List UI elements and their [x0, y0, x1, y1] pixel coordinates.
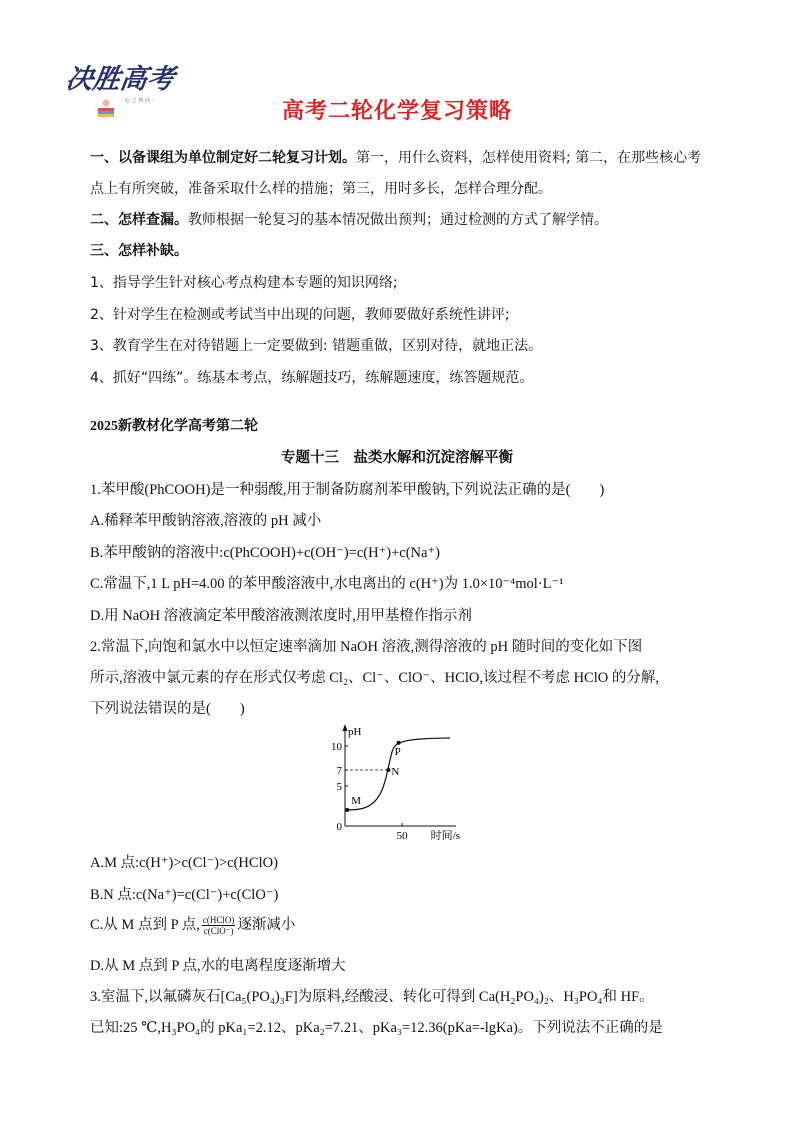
- point-n: [386, 768, 390, 772]
- plan-heading-1: 一、以备课组为单位制定好二轮复习计划。: [90, 150, 356, 166]
- q3-stem-line-1: 3.室温下,以氟磷灰石[Ca₅(PO₄)₃F]为原料,经酸浸、转化可得到 Ca(H₂PO₄)₂、H₃PO₄和 HF。: [90, 989, 654, 1005]
- section-title: 2025新教材化学高考第二轮: [90, 419, 258, 434]
- plan-paragraph-2: [90, 209, 608, 229]
- plan-item-1: 1、指导学生针对核心考点构建本专题的知识网络;: [90, 275, 398, 291]
- y-tick-label: 10: [331, 741, 342, 753]
- plan-text-1: 第一，用什么资料，怎样使用资料; 第二，在那些核心考: [356, 150, 702, 166]
- y-tick-label: 0: [336, 821, 342, 833]
- plan-text-2: 教师根据一轮复习的基本情况做出预判；通过检测的方式了解学情。: [188, 212, 608, 228]
- q3-stem-line-2: 已知:25 ℃,H₃PO₄的 pKa₁=2.12、pKa₂=7.21、pKa₃=12.36(pKa=-lgKa)。下列说法不正确的是: [90, 1020, 663, 1036]
- point-m: [345, 808, 349, 812]
- q2-option-b: B.N 点:c(Na⁺)=c(Cl⁻)+c(ClO⁻): [90, 887, 279, 903]
- q2-option-d: D.从 M 点到 P 点,水的电离程度逐渐增大: [90, 958, 346, 974]
- plan-heading-2: 二、怎样查漏。: [90, 212, 188, 228]
- q1-option-c: C.常温下,1 L pH=4.00 的苯甲酸溶液中,水电离出的 c(H⁺)为 1.0×10⁻⁴mol·L⁻¹: [90, 576, 564, 592]
- q2-stem-line-3: 下列说法错误的是( ): [90, 701, 245, 717]
- y-tick-label: 7: [336, 765, 342, 777]
- y-axis-arrow: [343, 724, 348, 731]
- q1-stem: 1.苯甲酸(PhCOOH)是一种弱酸,用于制备防腐剂苯甲酸钠,下列说法正确的是( ): [90, 482, 605, 498]
- q2-option-c-fraction: [202, 915, 236, 936]
- point-label-m: M: [351, 795, 362, 807]
- plan-paragraph-1-cont: 点上有所突破，准备采取什么样的措施；第三，用时多长，怎样合理分配。: [90, 181, 552, 197]
- q2-option-a: A.M 点:c(H⁺)>c(Cl⁻)>c(HClO): [90, 855, 278, 871]
- plan-item-3: 3、教育学生在对待错题上一定要做到: 错题重做，区别对待，就地正法。: [90, 338, 543, 354]
- point-label-p: P: [394, 745, 401, 758]
- fraction-denominator: c(ClO⁻): [203, 926, 234, 937]
- document-title: 高考二轮化学复习策略: [281, 99, 512, 124]
- y-axis-label: pH: [348, 726, 362, 738]
- q2-option-c: [90, 913, 295, 936]
- plan-item-4: 4、抓好“四练”。练基本考点，练解题技巧，练解题速度，练答题规范。: [90, 370, 534, 386]
- x-tick-label: 50: [396, 830, 408, 840]
- q2-option-c-suffix: 逐渐减小: [237, 917, 296, 933]
- q2-stem-line-1: 2.常温下,向饱和氯水中以恒定速率滴加 NaOH 溶液,测得溶液的 pH 随时间的变化如下图: [90, 639, 643, 655]
- plan-heading-3: 三、怎样补缺。: [90, 243, 188, 259]
- point-p: [397, 741, 401, 745]
- q1-option-a: A.稀释苯甲酸钠溶液,溶液的 pH 减小: [90, 513, 322, 529]
- ph-time-chart: [320, 722, 460, 840]
- q1-option-b: B.苯甲酸钠的溶液中:c(PhCOOH)+c(OH⁻)=c(H⁺)+c(Na⁺): [90, 545, 440, 561]
- point-label-n: N: [391, 766, 400, 778]
- q1-option-d: D.用 NaOH 溶液滴定苯甲酸溶液测浓度时,用甲基橙作指示剂: [90, 608, 472, 624]
- q2-option-c-prefix: C.从 M 点到 P 点,: [90, 917, 200, 933]
- y-tick-label: 5: [336, 781, 342, 793]
- fraction-numerator: c(HClO): [202, 915, 235, 926]
- q2-stem-line-2: 所示,溶液中氯元素的存在形式仅考虑 Cl₂、Cl⁻、ClO⁻、HClO,该过程不考虑 HClO 的分解,: [90, 670, 659, 686]
- plan-item-2: 2、针对学生在检测或考试当中出现的问题，教师要做好系统性讲评;: [90, 307, 510, 323]
- logo-text: 决胜高考: [68, 64, 177, 95]
- topic-title: 专题十三 盐类水解和沉淀溶解平衡: [281, 450, 513, 466]
- plan-paragraph-1: [90, 147, 701, 167]
- logo-tagline: · 心 之 所 向 ·: [122, 98, 154, 104]
- x-axis-label: 时间/s: [430, 830, 460, 840]
